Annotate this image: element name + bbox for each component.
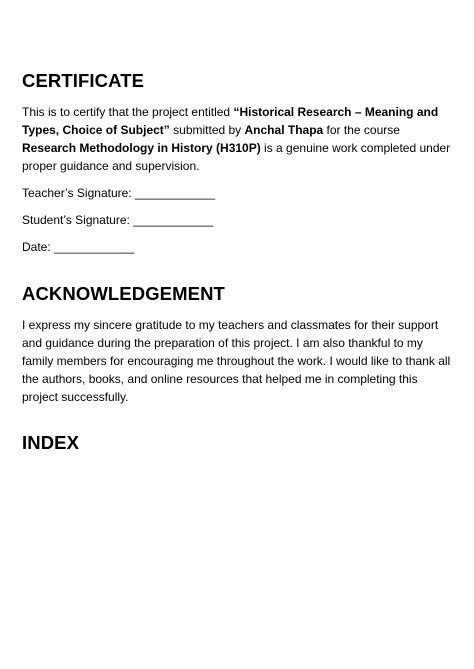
- certificate-text-2: submitted by: [169, 123, 245, 137]
- certificate-heading: CERTIFICATE: [22, 70, 145, 91]
- certificate-text-1: This is to certify that the project entitled: [22, 105, 234, 119]
- student-signature-line: Student’s Signature: ____________: [22, 213, 214, 227]
- date-line: Date: ____________: [22, 240, 135, 254]
- certificate-text-3: for the course: [323, 123, 400, 137]
- project-title: “Historical Research – Meaning and Types, Choice of Subject”: [22, 105, 439, 137]
- index-heading: INDEX: [22, 432, 80, 453]
- certificate-text-4: is a genuine work completed under proper guidance and supervision.: [22, 141, 451, 173]
- course-name: Research Methodology in History (H310P): [22, 141, 261, 155]
- teacher-signature-line: Teacher’s Signature: ____________: [22, 186, 216, 200]
- certificate-body: [22, 103, 452, 175]
- document-content: [22, 70, 452, 454]
- acknowledgement-heading: ACKNOWLEDGEMENT: [22, 283, 225, 304]
- acknowledgement-body: I express my sincere gratitude to my teachers and classmates for their support and guidance during the preparation of this project. I am also thankful to my family members for encouraging me throughout the work. I would like to thank all the authors, books, and online resources that helped me in completing this project successfully.: [22, 318, 451, 404]
- student-name: Anchal Thapa: [244, 123, 324, 137]
